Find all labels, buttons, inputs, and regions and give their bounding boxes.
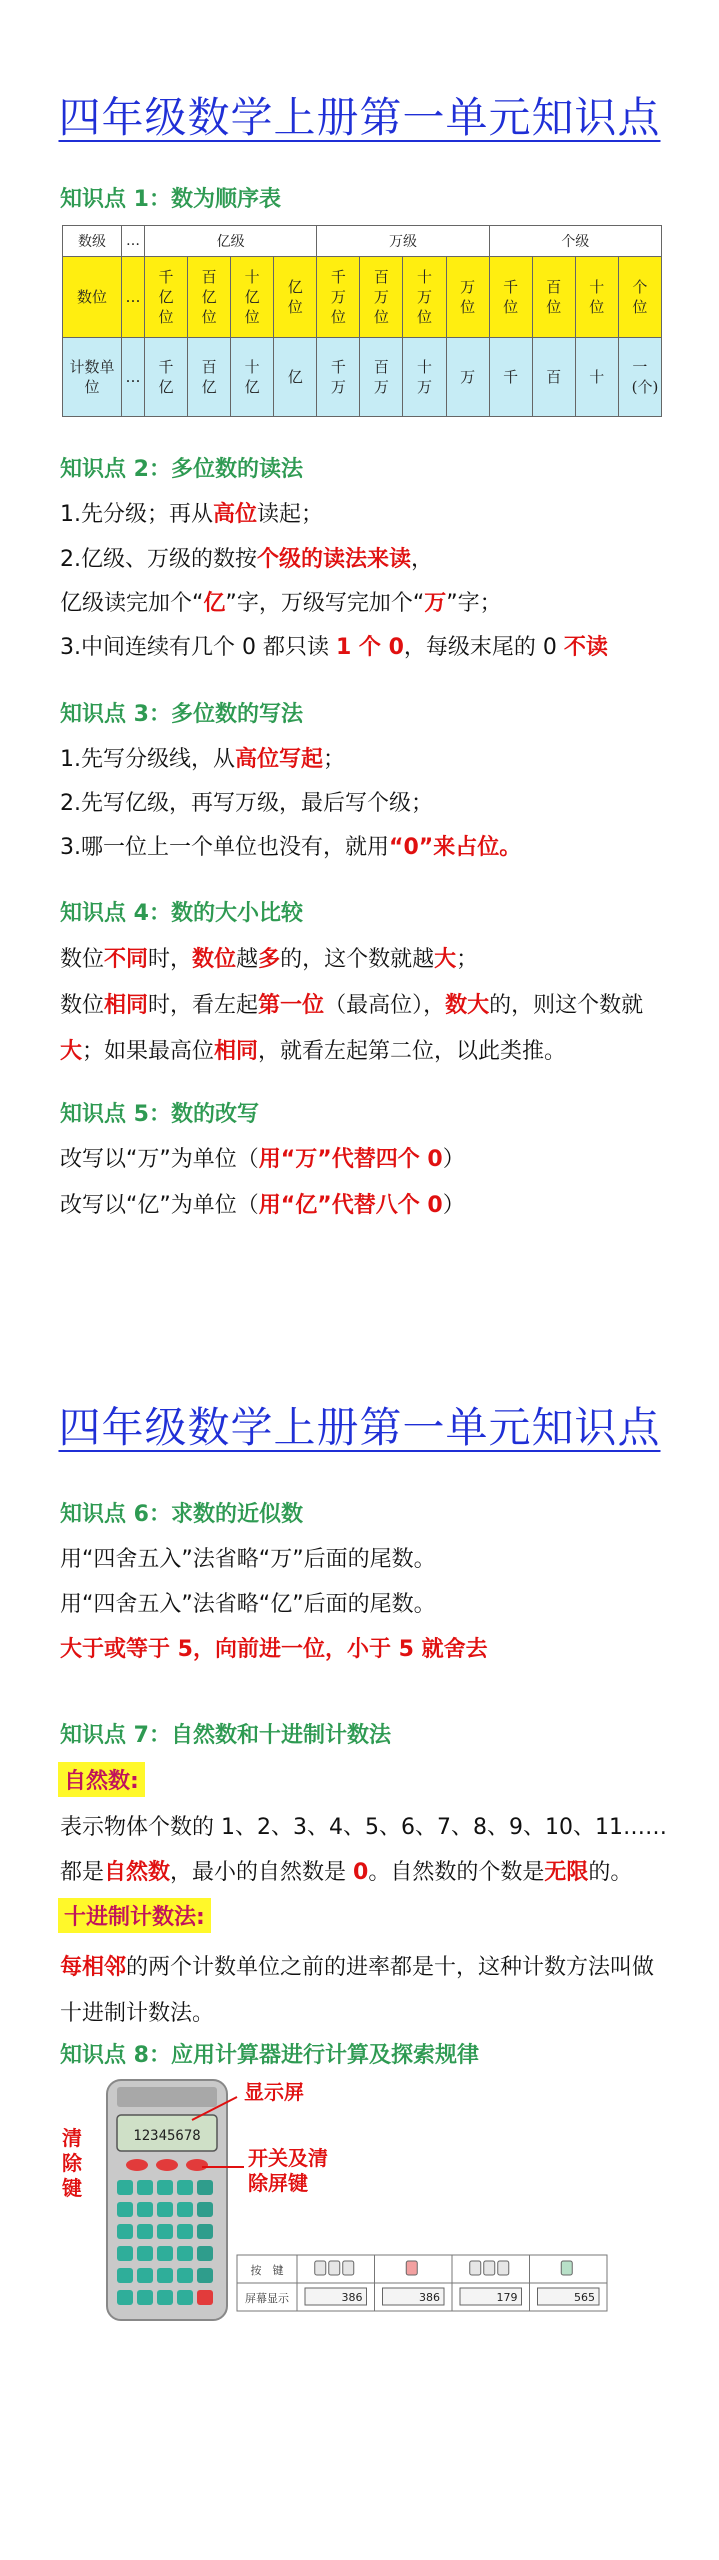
keypad-key xyxy=(177,2268,193,2283)
text-line xyxy=(60,630,608,661)
screen-row-label: 屏幕显示 xyxy=(245,2292,289,2305)
table-cell xyxy=(188,257,231,338)
text-span: ； xyxy=(456,947,479,972)
cell-text: … xyxy=(125,368,141,386)
clear-key xyxy=(126,2159,148,2171)
table-cell xyxy=(489,257,532,338)
text-span: 2.亿级、万级的数按 xyxy=(60,547,257,572)
key-icon xyxy=(315,2261,326,2275)
keypad-key xyxy=(137,2268,153,2283)
keypad-key xyxy=(177,2246,193,2261)
clear-label-line3: 键 xyxy=(62,2176,82,2200)
page-title: 四年级数学上册第一单元知识点 xyxy=(58,1403,661,1452)
keypad-key xyxy=(177,2224,193,2239)
text-line xyxy=(60,586,502,617)
table-cell xyxy=(360,257,403,338)
text-span: 无限 xyxy=(544,1860,589,1885)
display-value: 12345678 xyxy=(133,2128,201,2144)
text-line: 2.先写亿级，再写万级，最后写个级； xyxy=(60,791,433,816)
text-span: 数大 xyxy=(445,993,490,1018)
page-title: 四年级数学上册第一单元知识点 xyxy=(58,93,661,142)
table-cell xyxy=(575,257,618,338)
text-span: 多 xyxy=(258,947,281,972)
section-heading: 知识点 6：求数的近似数 xyxy=(60,1502,303,1527)
text-line xyxy=(60,988,643,1019)
text-span: 都是 xyxy=(60,1860,105,1885)
keypad-key xyxy=(117,2180,133,2195)
cell-text: 亿位 xyxy=(287,278,303,316)
text-span: 0 xyxy=(353,1860,369,1885)
table-cell xyxy=(188,338,231,417)
text-span: 亿 xyxy=(203,591,226,616)
text-span: 的，则这个数就 xyxy=(489,993,644,1018)
table-cell xyxy=(231,257,274,338)
cell-text: 千万 xyxy=(330,358,346,396)
section-heading: 知识点 2：多位数的读法 xyxy=(60,457,303,482)
text-line xyxy=(60,830,521,861)
keypad-key xyxy=(117,2202,133,2217)
text-line: 用“四舍五入”法省略“万”后面的尾数。 xyxy=(60,1547,436,1572)
keypad-key xyxy=(157,2246,173,2261)
text-span: （最高位）， xyxy=(324,993,446,1018)
cell-text: 千 xyxy=(503,368,519,386)
cell-text: 十亿位 xyxy=(244,268,260,326)
text-span: 1 个 0 xyxy=(335,635,404,660)
cell-text: 千亿 xyxy=(158,358,174,396)
text-span: 相同 xyxy=(214,1039,259,1064)
table-cell: 亿级 xyxy=(145,226,317,257)
text-span: 数位 xyxy=(60,993,105,1018)
clear-label-line1: 清 xyxy=(62,2126,82,2150)
cell-text: 十 xyxy=(589,368,605,386)
text-span: 大 xyxy=(60,1039,83,1064)
text-span: ； xyxy=(323,747,346,772)
text-span: 的，这个数就越 xyxy=(280,947,435,972)
table-row xyxy=(63,257,662,338)
text-span: 改写以“亿”为单位（ xyxy=(60,1193,259,1218)
text-span: ） xyxy=(442,1147,465,1172)
keypad-key xyxy=(197,2202,213,2217)
text-span: ”字，万级写完加个“ xyxy=(225,591,425,616)
highlight-tag: 自然数: xyxy=(58,1762,145,1797)
text-span: 万 xyxy=(424,591,447,616)
text-span: 大 xyxy=(434,947,457,972)
text-span: 高位写起 xyxy=(235,747,324,772)
highlight-tag: 十进制计数法: xyxy=(58,1898,211,1933)
cell-text: 百亿位 xyxy=(201,268,217,326)
cell-text: 百万 xyxy=(373,358,389,396)
cell-text: 千万位 xyxy=(330,268,346,326)
keypad-key xyxy=(117,2290,133,2305)
power-clear-key xyxy=(186,2159,208,2171)
text-span: ， xyxy=(411,547,434,572)
keypad-key xyxy=(157,2180,173,2195)
section-heading: 知识点 5：数的改写 xyxy=(60,1102,259,1127)
text-span: 相同 xyxy=(104,993,149,1018)
text-span: 3.中间连续有几个 0 都只读 xyxy=(60,635,336,660)
table-cell xyxy=(63,257,122,338)
text-line xyxy=(60,1142,465,1173)
cell-text: 万 xyxy=(460,368,476,386)
cell-text: 计数单位 xyxy=(69,358,115,396)
text-span: 每相邻 xyxy=(60,1955,127,1980)
table-cell xyxy=(360,338,403,417)
table-cell xyxy=(122,257,145,338)
text-span: 用“亿”代替八个 0 xyxy=(258,1193,443,1218)
keypad-key xyxy=(197,2246,213,2261)
table-cell xyxy=(618,257,661,338)
text-line: 表示物体个数的 1、2、3、4、5、6、7、8、9、10、11…… xyxy=(60,1815,667,1840)
text-span: ；如果最高位 xyxy=(82,1039,215,1064)
text-span: 读起； xyxy=(257,502,324,527)
keypad-key xyxy=(177,2290,193,2305)
key-row-label: 按 键 xyxy=(250,2264,284,2277)
keypad-key xyxy=(197,2290,213,2305)
table-cell: 万级 xyxy=(317,226,489,257)
text-line xyxy=(60,1950,654,1981)
calculator-brand-strip xyxy=(117,2087,217,2107)
text-line: 十进制计数法。 xyxy=(60,2001,215,2026)
table-row xyxy=(63,226,662,257)
text-line: 用“四舍五入”法省略“亿”后面的尾数。 xyxy=(60,1592,436,1617)
table-cell xyxy=(122,338,145,417)
keypad-key xyxy=(137,2202,153,2217)
text-line xyxy=(60,942,478,973)
section-heading: 知识点 1：数为顺序表 xyxy=(60,187,281,212)
text-span: 第一位 xyxy=(258,993,325,1018)
keypad-key xyxy=(157,2290,173,2305)
key-icon xyxy=(484,2261,495,2275)
text-span: 高位 xyxy=(213,502,258,527)
text-line xyxy=(60,1855,632,1886)
keypad-key xyxy=(117,2246,133,2261)
table-cell xyxy=(489,338,532,417)
text-span: 3.哪一位上一个单位也没有，就用 xyxy=(60,835,389,860)
cell-text: 百万位 xyxy=(373,268,389,326)
screen-value: 565 xyxy=(574,2291,595,2304)
table-cell xyxy=(317,257,360,338)
calculator-illustration xyxy=(62,2075,622,2345)
keypad-key xyxy=(197,2224,213,2239)
key xyxy=(156,2159,178,2171)
section-heading: 知识点 7：自然数和十进制计数法 xyxy=(60,1723,391,1748)
cell-text: 十万位 xyxy=(416,268,432,326)
text-span: 不读 xyxy=(563,635,608,660)
key-icon xyxy=(561,2261,572,2275)
cell-text: 十万 xyxy=(416,358,432,396)
text-line xyxy=(60,542,433,573)
table-row xyxy=(63,338,662,417)
clear-label-line2: 除 xyxy=(62,2151,82,2175)
text-span: 用“万”代替四个 0 xyxy=(258,1147,443,1172)
screen-value: 179 xyxy=(496,2291,518,2304)
cell-text: 千位 xyxy=(503,278,519,316)
table-cell xyxy=(532,257,575,338)
cell-text: 百位 xyxy=(546,278,562,316)
text-line xyxy=(60,742,345,773)
table-cell xyxy=(446,257,489,338)
text-line xyxy=(60,1034,566,1065)
table-cell xyxy=(274,257,317,338)
table-cell xyxy=(63,338,122,417)
keypad-key xyxy=(197,2180,213,2195)
key-icon xyxy=(343,2261,354,2275)
text-span: 1.先写分级线，从 xyxy=(60,747,235,772)
text-line xyxy=(60,497,323,528)
cell-text: 个位 xyxy=(632,278,648,316)
table-cell xyxy=(145,338,188,417)
section-heading: 知识点 4：数的大小比较 xyxy=(60,901,303,926)
cell-text: 十亿 xyxy=(244,358,260,396)
text-span: ”字； xyxy=(446,591,502,616)
text-span: ，每级末尾的 0 xyxy=(403,635,564,660)
key-icon xyxy=(498,2261,509,2275)
cell-text: 千亿位 xyxy=(158,268,174,326)
keypad-key xyxy=(157,2224,173,2239)
text-span: ，就看左起第二位，以此类推。 xyxy=(258,1039,567,1064)
keypad-key xyxy=(137,2246,153,2261)
power-label-line1: 开关及清 xyxy=(248,2146,328,2170)
cell-text: 数位 xyxy=(76,288,107,306)
keypad-key xyxy=(157,2268,173,2283)
keypad-key xyxy=(177,2202,193,2217)
text-line xyxy=(60,1188,465,1219)
text-span: 的两个计数单位之前的进率都是十，这种计数方法叫做 xyxy=(126,1955,655,1980)
keypad-key xyxy=(117,2224,133,2239)
cell-text: 十位 xyxy=(589,278,605,316)
text-span: 不同 xyxy=(104,947,149,972)
text-span: 数位 xyxy=(60,947,105,972)
table-cell xyxy=(317,338,360,417)
table-cell xyxy=(231,338,274,417)
cell-text: 一(个) xyxy=(631,358,659,396)
table-cell xyxy=(618,338,661,417)
keypad-key xyxy=(157,2202,173,2217)
text-span: 。自然数的个数是 xyxy=(368,1860,545,1885)
text-span: 亿级读完加个“ xyxy=(60,591,204,616)
keypad-key xyxy=(197,2268,213,2283)
keypad-key xyxy=(137,2224,153,2239)
text-span: ） xyxy=(442,1193,465,1218)
cell-text: 万位 xyxy=(460,278,476,316)
keypad-key xyxy=(137,2180,153,2195)
text-span: 的。 xyxy=(588,1860,633,1885)
place-value-table xyxy=(62,225,662,417)
keypad-key xyxy=(177,2180,193,2195)
table-cell: 数级 xyxy=(63,226,122,257)
key-icon xyxy=(329,2261,340,2275)
table-cell xyxy=(532,338,575,417)
cell-text: 百 xyxy=(546,368,562,386)
table-cell: … xyxy=(122,226,145,257)
text-line: 大于或等于 5，向前进一位，小于 5 就舍去 xyxy=(60,1637,488,1662)
text-span: 1.先分级；再从 xyxy=(60,502,213,527)
key-icon xyxy=(470,2261,481,2275)
screen-value: 386 xyxy=(341,2291,363,2304)
display-label: 显示屏 xyxy=(244,2080,304,2104)
table-cell xyxy=(403,257,446,338)
cell-text: … xyxy=(125,288,141,306)
text-span: 时，看左起 xyxy=(148,993,259,1018)
text-span: ，最小的自然数是 xyxy=(170,1860,354,1885)
text-span: 改写以“万”为单位（ xyxy=(60,1147,259,1172)
table-cell xyxy=(403,338,446,417)
text-span: 自然数 xyxy=(104,1860,171,1885)
text-span: 数位 xyxy=(192,947,237,972)
text-span: “0”来占位。 xyxy=(389,835,522,860)
key-icon xyxy=(406,2261,417,2275)
table-cell xyxy=(446,338,489,417)
text-span: 越 xyxy=(236,947,259,972)
text-span: 时， xyxy=(148,947,193,972)
table-cell xyxy=(145,257,188,338)
section-heading: 知识点 3：多位数的写法 xyxy=(60,702,303,727)
table-cell xyxy=(575,338,618,417)
section-heading: 知识点 8：应用计算器进行计算及探索规律 xyxy=(60,2043,479,2068)
table-cell: 个级 xyxy=(489,226,661,257)
cell-text: 百亿 xyxy=(201,358,217,396)
power-label-line2: 除屏键 xyxy=(248,2171,308,2195)
keypad-key xyxy=(117,2268,133,2283)
table-cell xyxy=(274,338,317,417)
cell-text: 亿 xyxy=(287,368,303,386)
keypad-key xyxy=(137,2290,153,2305)
screen-value: 386 xyxy=(419,2291,440,2304)
text-span: 个级的读法来读 xyxy=(257,547,412,572)
